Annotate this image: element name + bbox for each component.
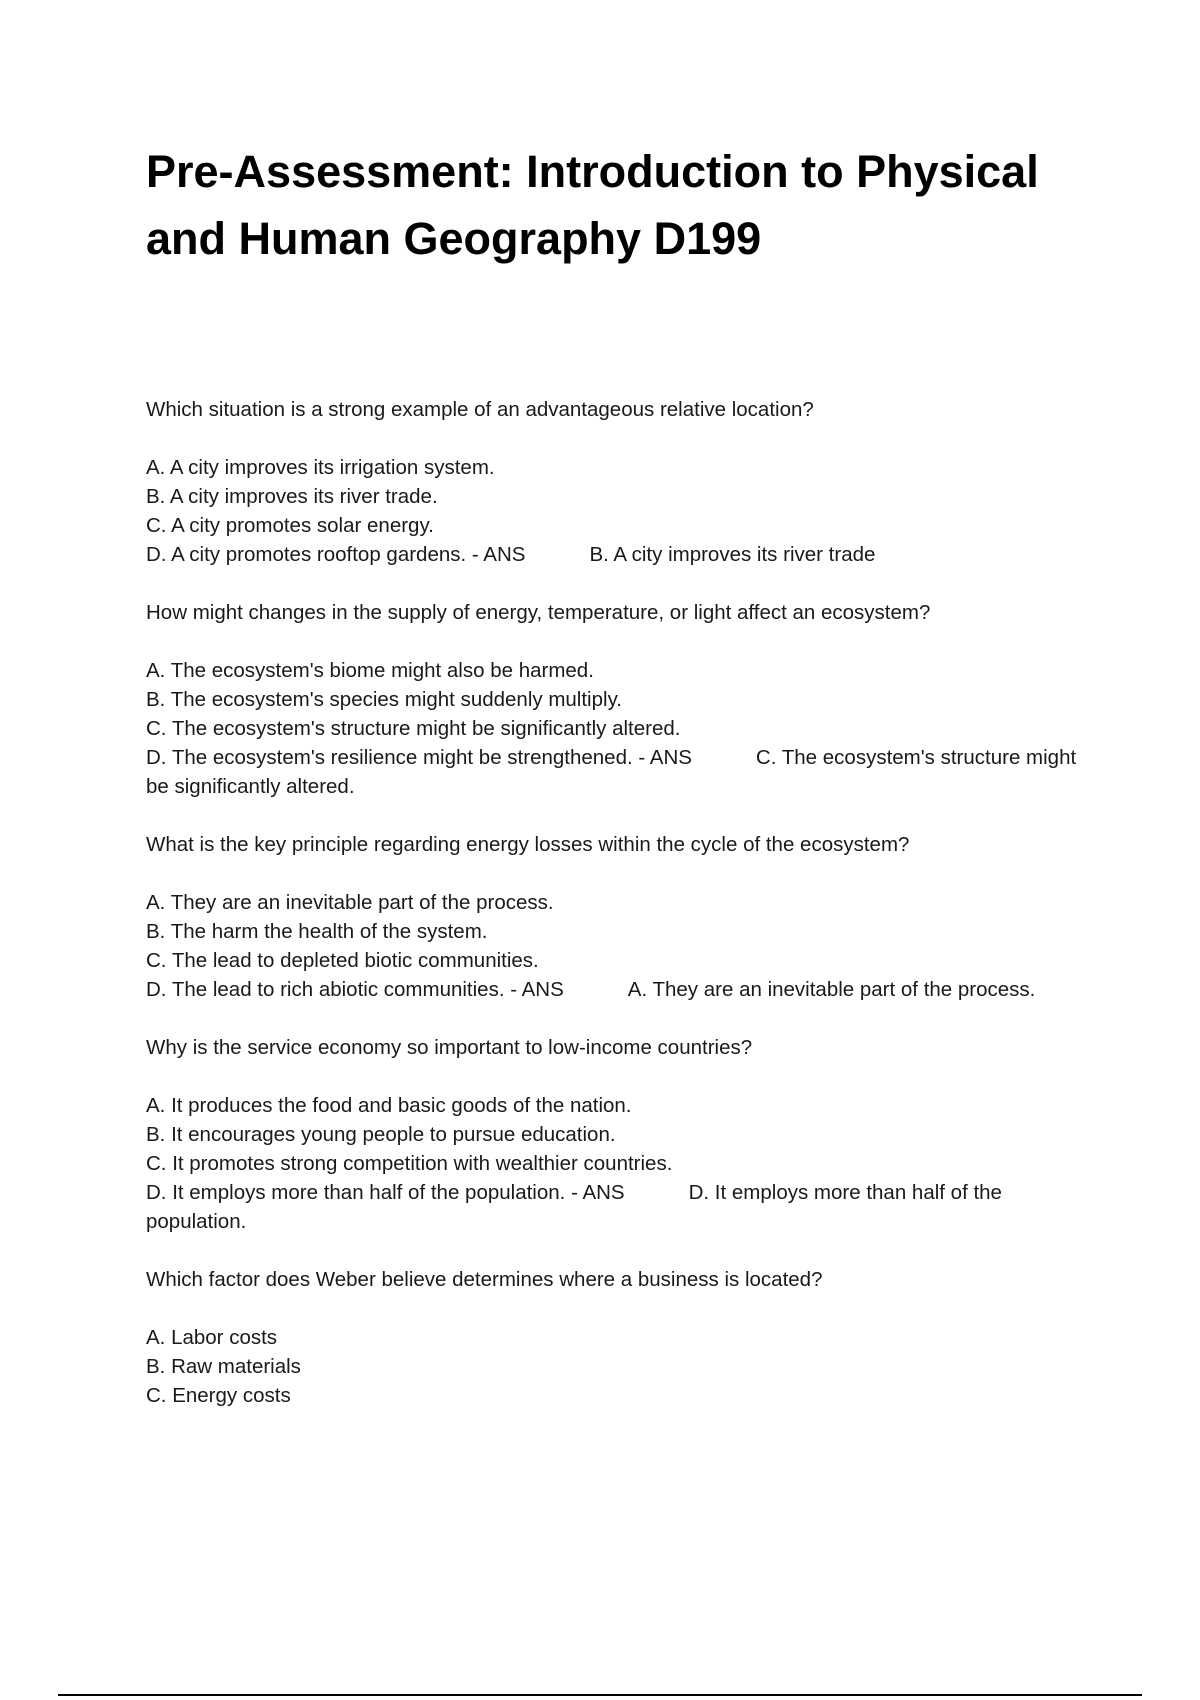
ans-marker: - ANS [638,746,692,769]
question-item [146,830,1086,1004]
options-list [146,453,1086,569]
option-a: A. Labor costs [146,1326,278,1349]
question-text: Which situation is a strong example of an advantageous relative location? [146,398,814,421]
option-c: C. It promotes strong competition with wealthier countries. [146,1152,673,1175]
option-c: C. A city promotes solar energy. [146,514,434,537]
question-item [146,1033,1086,1236]
question-item [146,1265,1086,1410]
option-d-with-answer [146,540,1086,569]
option-c: C. The lead to depleted biotic communities. [146,949,539,972]
footer-divider [58,1694,1142,1696]
answer-text: B. A city improves its river trade [589,543,876,566]
options-list [146,1323,1086,1410]
question-item [146,598,1086,801]
option-a: A. They are an inevitable part of the process. [146,891,554,914]
option-b: B. The ecosystem's species might suddenly multiply. [146,688,622,711]
option-a: A. It produces the food and basic goods of the nation. [146,1094,632,1117]
option-d: D. It employs more than half of the population. [146,1181,566,1204]
option-d: D. The ecosystem's resilience might be strengthened. [146,746,633,769]
option-b: B. The harm the health of the system. [146,920,488,943]
question-text: Which factor does Weber believe determines where a business is located? [146,1268,823,1291]
option-b: B. It encourages young people to pursue education. [146,1123,616,1146]
answer-text: A. They are an inevitable part of the process. [627,978,1036,1001]
question-text: How might changes in the supply of energy, temperature, or light affect an ecosystem? [146,601,931,624]
options-list [146,1091,1086,1236]
option-a: A. A city improves its irrigation system. [146,456,495,479]
option-a: A. The ecosystem's biome might also be harmed. [146,659,594,682]
option-d: D. The lead to rich abiotic communities. [146,978,505,1001]
option-c: C. The ecosystem's structure might be significantly altered. [146,717,681,740]
option-d-with-answer [146,743,1086,801]
ans-marker: - ANS [471,543,526,566]
option-c: C. Energy costs [146,1384,291,1407]
page-title: Pre-Assessment: Introduction to Physical and Human Geography D199 [146,146,1039,264]
answer-text: C. The ecosystem's structure might be significantly altered. [146,746,1077,798]
option-d-with-answer [146,1178,1086,1236]
question-list [146,395,1086,1439]
option-d: D. A city promotes rooftop gardens. [146,543,467,566]
answer-text: D. It employs more than half of the population. [146,1181,1002,1233]
question-item [146,395,1086,569]
ans-marker: - ANS [510,978,564,1001]
ans-marker: - ANS [571,1181,625,1204]
options-list [146,888,1086,1004]
question-text: Why is the service economy so important to low-income countries? [146,1036,753,1059]
option-b: B. A city improves its river trade. [146,485,438,508]
options-list [146,656,1086,801]
option-b: B. Raw materials [146,1355,301,1378]
question-text: What is the key principle regarding energy losses within the cycle of the ecosystem? [146,833,910,856]
option-d-with-answer [146,975,1086,1004]
